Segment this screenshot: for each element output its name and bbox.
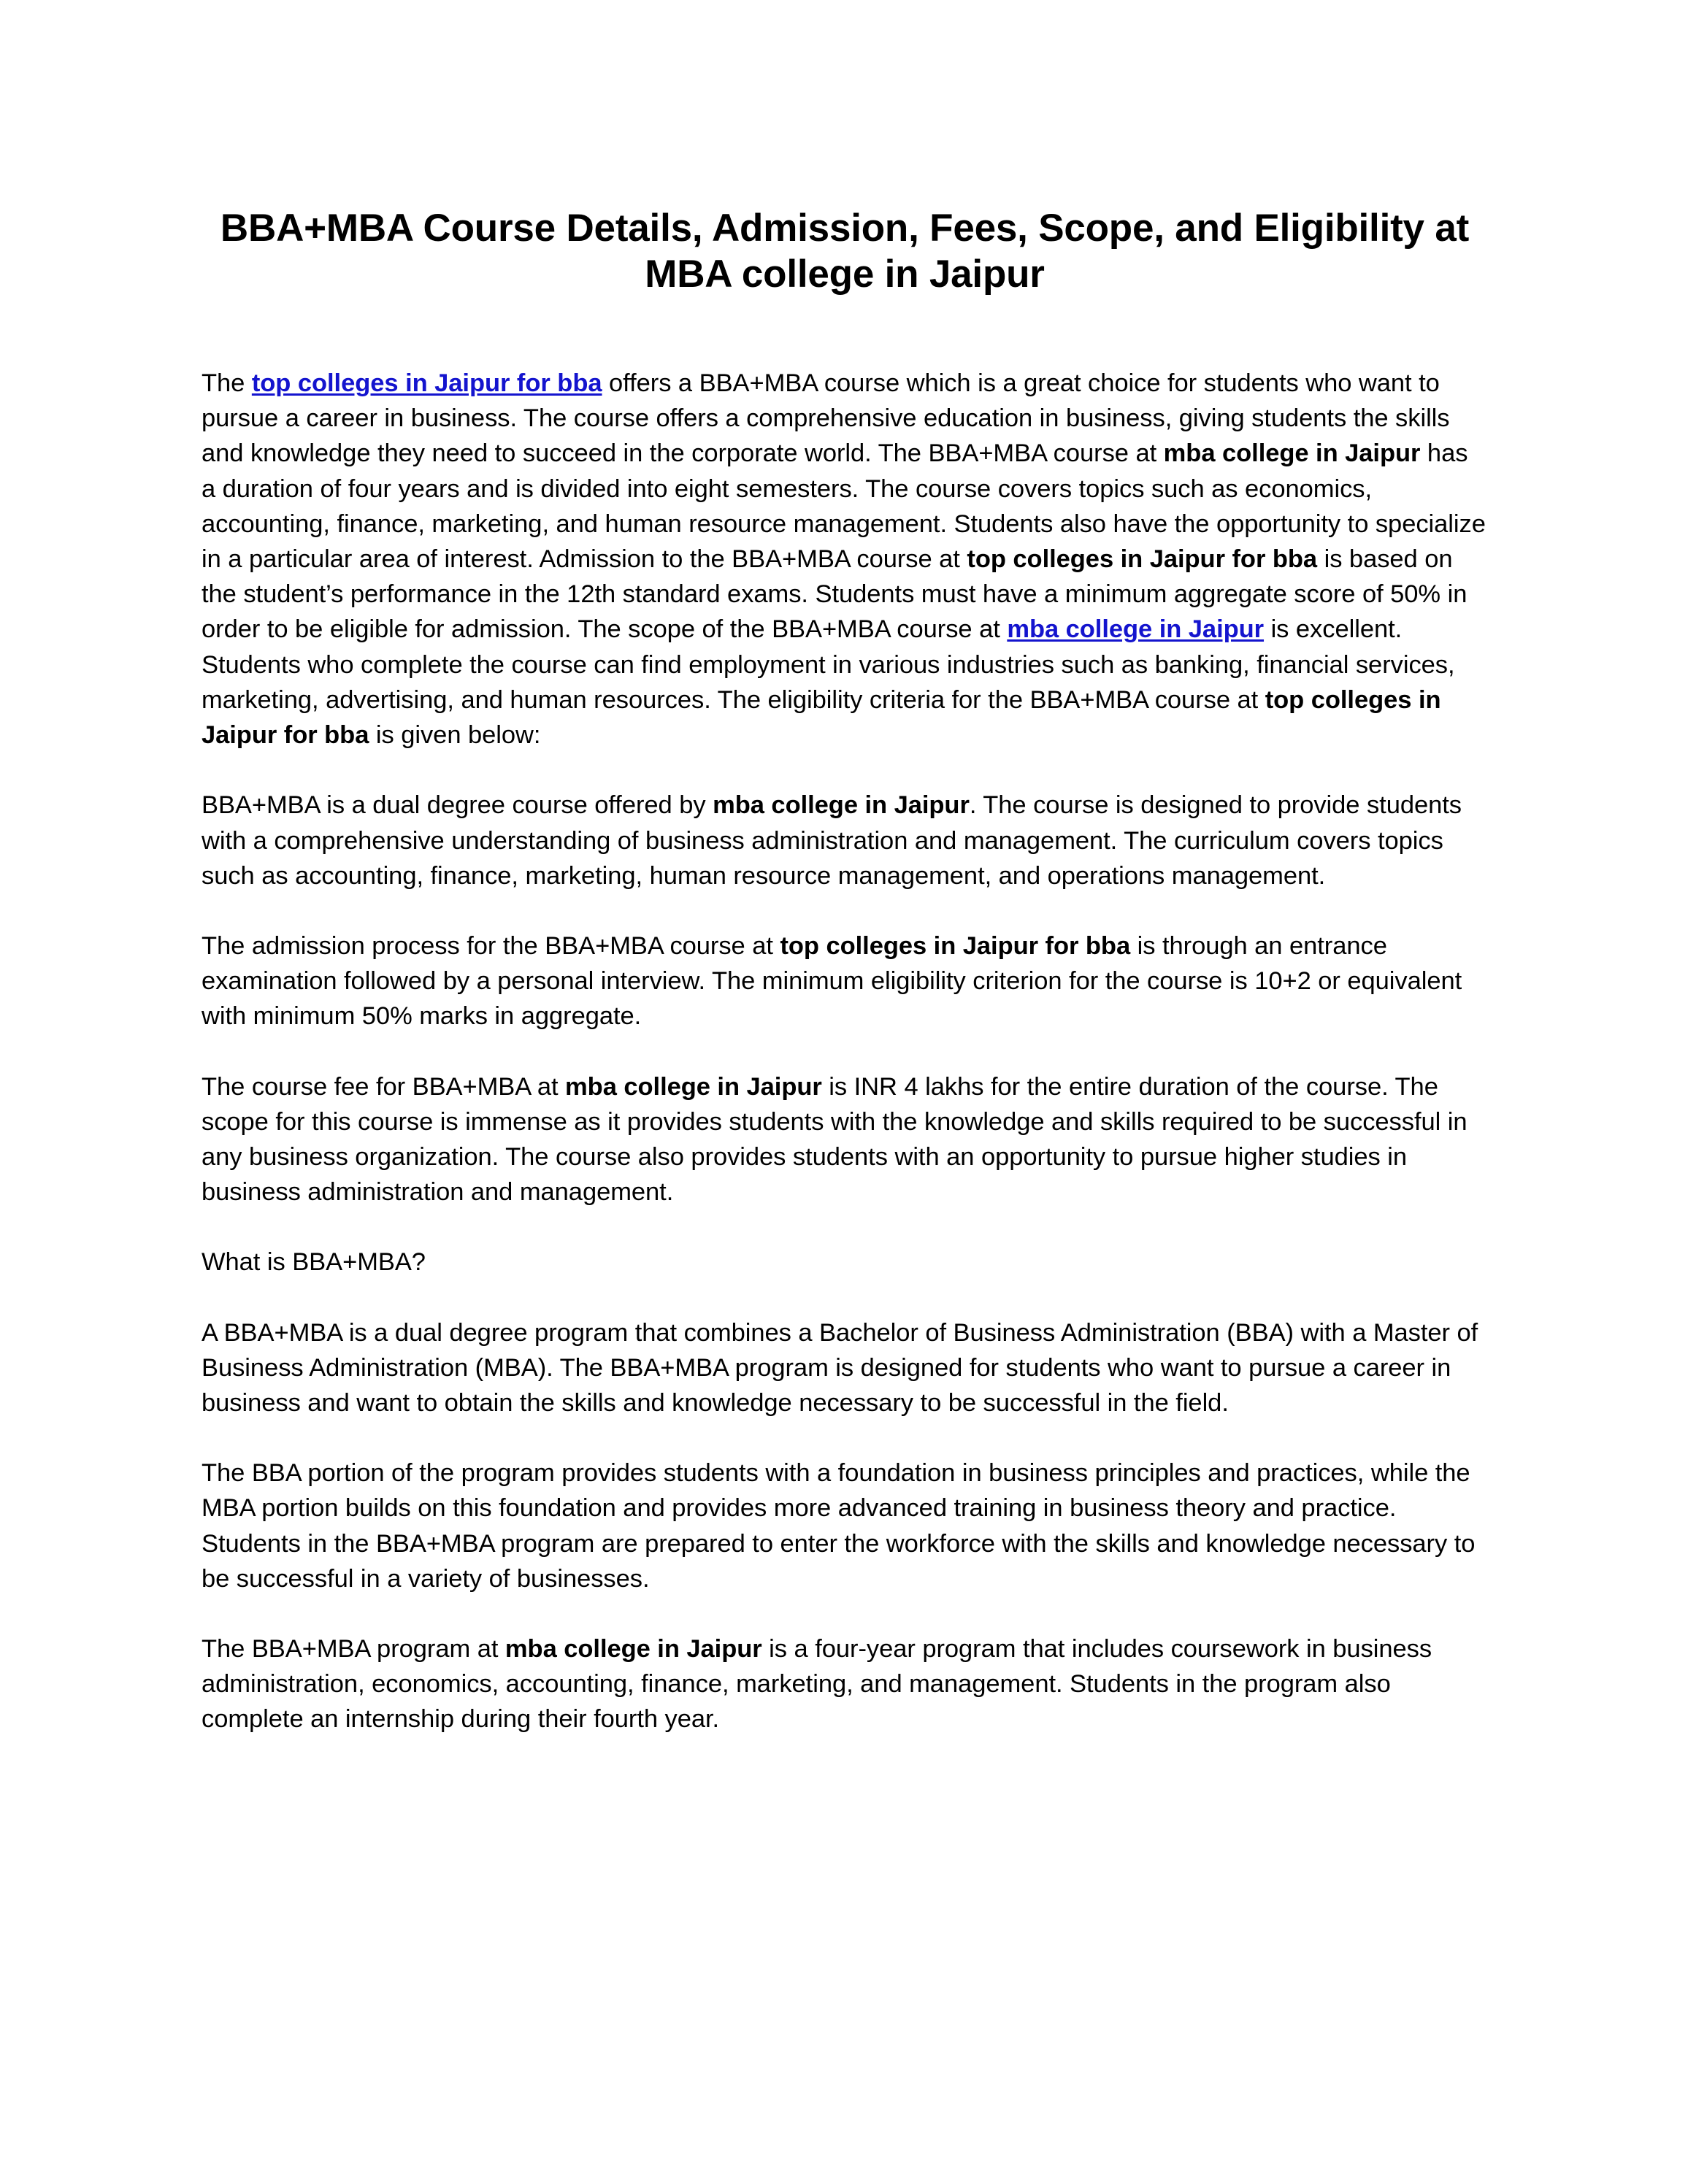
paragraph-6: A BBA+MBA is a dual degree program that combines a Bachelor of Business Administration (BBA) with a Master of Business Administration (MBA). The BBA+MBA program is designed for students who want to pursue a career in business and want to obtain the skills and knowledge necessary to be successful in the field. [202,1318,1478,1417]
link-mba-college-in-jaipur[interactable]: mba college in Jaipur [1007,615,1265,644]
text-run: is INR 4 lakhs for the entire duration of the course. The scope for this course is immense as it provides students with the knowledge and skills required to be successful in any business organization. The course also provides students with an opportunity to pursue higher studies in business administration and management. [202,1072,1468,1207]
bold-top-colleges-in-jaipur-for-bba: top colleges in Jaipur for bba [967,545,1318,574]
paragraph-4 [202,1069,1488,1210]
bold-mba-college-in-jaipur: mba college in Jaipur [565,1072,822,1101]
spacer [202,1596,1488,1631]
text-run: The BBA+MBA program at [202,1634,505,1663]
spacer [202,1210,1488,1245]
text-run: The admission process for the BBA+MBA course at [202,931,780,960]
text-run: offers a BBA+MBA course which is a great choice for students who want to pursue a career in business. The course offers a comprehensive education in business, giving students the skills and knowledge they need to succeed in the corporate world. The BBA+MBA course at [202,369,1450,468]
bold-mba-college-in-jaipur: mba college in Jaipur [713,791,970,820]
text-run: is a four-year program that includes coursework in business administration, economics, accounting, finance, marketing, and management. Students in the program also complete an internship during their fourth year. [202,1634,1432,1734]
paragraph-2 [202,788,1488,893]
page-title: BBA+MBA Course Details, Admission, Fees, Scope, and Eligibility at MBA college in Jaipur [220,207,1470,296]
text-run: is through an entrance examination followed by a personal interview. The minimum eligibility criterion for the course is 10+2 or equivalent with minimum 50% marks in aggregate. [202,931,1462,1031]
spacer [202,1420,1488,1456]
bold-top-colleges-in-jaipur-for-bba: top colleges in Jaipur for bba [780,931,1131,960]
spacer [202,893,1488,928]
text-run: has a duration of four years and is divided into eight semesters. The course covers topics such as economics, accounting, finance, marketing, and human resource management. Students also have the opportunity to specialize in a particular area of interest. Admission to the BBA+MBA course at [202,439,1486,574]
bold-mba-college-in-jaipur: mba college in Jaipur [505,1634,762,1663]
paragraph-1 [202,366,1488,753]
paragraph-8 [202,1631,1488,1737]
spacer [202,297,1488,332]
text-run: BBA+MBA is a dual degree course offered by [202,791,713,820]
text-run: . The course is designed to provide students with a comprehensive understanding of business administration and management. The curriculum covers topics such as accounting, finance, marketing, human resource management, and operations management. [202,791,1462,890]
spacer [202,1280,1488,1315]
spacer [202,1034,1488,1069]
text-run: The course fee for BBA+MBA at [202,1072,566,1101]
text-run: The [202,369,252,398]
spacer [202,753,1488,788]
text-run: is given below: [369,721,541,750]
text-run: is excellent. Students who complete the course can find employment in various industries such as banking, financial services, marketing, advertising, and human resources. The eligibility criteria for the BBA+MBA course at [202,615,1455,714]
paragraph-3 [202,928,1488,1034]
paragraph-5-question: What is BBA+MBA? [202,1248,426,1277]
link-top-colleges-in-jaipur-for-bba[interactable]: top colleges in Jaipur for bba [251,369,602,398]
bold-top-colleges-in-jaipur-for-bba: top colleges in Jaipur for bba [202,685,1441,750]
document-body [202,0,1488,1737]
text-run: is based on the student’s performance in the 12th standard exams. Students must have a minimum aggregate score of 50% in order to be eligible for admission. The scope of the BBA+MBA course at [202,545,1468,644]
bold-mba-college-in-jaipur: mba college in Jaipur [1163,439,1421,468]
paragraph-7: The BBA portion of the program provides students with a foundation in business principles and practices, while the MBA portion builds on this foundation and provides more advanced training in business theory and practice. Students in the BBA+MBA program are prepared to enter the workforce with the skills and knowledge necessary to be successful in a variety of businesses. [202,1459,1476,1593]
